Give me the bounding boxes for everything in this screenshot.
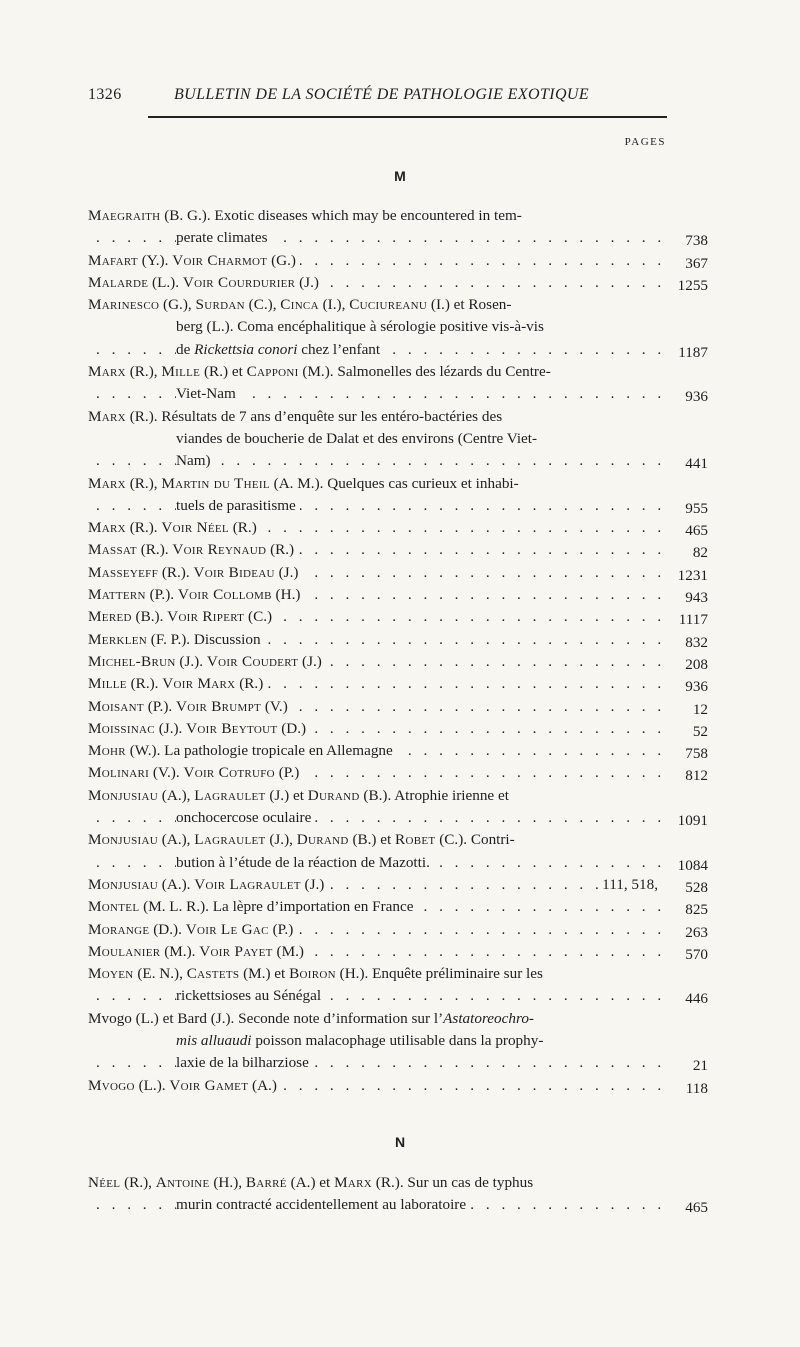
index-entry: [88, 294, 708, 361]
index-entry: [88, 205, 708, 250]
species-name: Astatoreochro-: [443, 1009, 534, 1027]
index-entry: [88, 896, 708, 919]
page-ref: 1084: [677, 856, 708, 874]
index-entry: [88, 629, 708, 651]
entry-text: Monjusiau (A.), Lagraulet (J.), Durand (B.) et Robet (C.). Contri-: [88, 831, 519, 848]
index-entry: [88, 1075, 708, 1097]
page-ref: 936: [685, 388, 708, 406]
page-ref: 1187: [678, 343, 708, 361]
entry-text-part: chez l’enfant: [297, 340, 381, 358]
index-entry: [88, 874, 708, 896]
species-name: Rickettsia conori: [194, 340, 298, 358]
index-entry: [88, 406, 708, 473]
entry-text-part: de: [176, 340, 195, 358]
entry-text: Maegraith (B. G.). Exotic diseases which may be encountered in tem-: [88, 207, 526, 224]
page-ref: 955: [685, 499, 708, 517]
entry-text: Marx (R.), Mille (R.) et Capponi (M.). Salmonelles des lézards du Centre-: [88, 363, 555, 380]
entry-text: Marx (R.). Voir Néel (R.): [88, 519, 261, 536]
entry-text: Morange (D.). Voir Le Gac (P.): [88, 921, 297, 938]
page-ref: 812: [685, 767, 708, 785]
entry-text: Nam): [176, 452, 215, 469]
index-entry: [88, 762, 708, 785]
entry-text: Montel (M. L. R.). La lèpre d’importation en France: [88, 898, 418, 915]
page-ref: 446: [685, 990, 708, 1008]
page-ref: 263: [685, 923, 708, 941]
page-ref: 1091: [677, 812, 708, 830]
index-entry: [88, 1172, 708, 1217]
section-letter-n: N: [394, 1134, 406, 1150]
index-entries-n: [88, 1172, 708, 1217]
entry-text: onchocercose oculaire: [176, 809, 315, 826]
page-ref: 1117: [678, 611, 708, 629]
page-ref: 943: [685, 589, 708, 607]
section-letter-m: M: [394, 168, 406, 184]
index-entry: [88, 785, 708, 830]
page-ref: 21: [692, 1057, 708, 1075]
entry-text: Viet-Nam: [176, 385, 240, 402]
entry-text: Mille (R.). Voir Marx (R.): [88, 675, 267, 692]
entry-text: bution à l’étude de la réaction de Mazotti.: [176, 854, 434, 871]
index-entry: [88, 584, 708, 607]
page-ref: 832: [685, 633, 708, 651]
entry-text: Mohr (W.). La pathologie tropicale en Allemagne: [88, 742, 397, 759]
page-ref: 465: [685, 1199, 708, 1217]
pages-column-label: PAGES: [624, 136, 666, 148]
entry-text: Mattern (P.). Voir Collomb (H.): [88, 586, 304, 603]
entry-page-list: 111, 518,: [602, 874, 662, 896]
entry-text: Mered (B.). Voir Ripert (C.): [88, 608, 276, 625]
page-ref: 52: [692, 722, 708, 740]
entry-text: Mvogo (L.). Voir Gamet (A.): [88, 1077, 281, 1094]
index-entry: [88, 740, 708, 763]
index-entry: [88, 361, 708, 406]
entry-text: berg (L.). Coma encéphalitique à sérologie positive vis-à-vis: [176, 318, 548, 335]
entry-text: Merklen (F. P.). Discussion: [88, 631, 265, 648]
page-ref: 118: [685, 1079, 708, 1097]
page-ref: 825: [685, 901, 708, 919]
entry-text: Moulanier (M.). Voir Payet (M.): [88, 943, 308, 960]
index-entry: [88, 696, 708, 718]
index-entry: [88, 272, 708, 294]
index-entry: [88, 673, 708, 696]
entry-text: laxie de la bilharziose: [176, 1054, 313, 1071]
entry-text: Monjusiau (A.). Voir Lagraulet (J.): [88, 876, 328, 893]
page-ref: 738: [685, 232, 708, 250]
entry-text: [176, 341, 384, 358]
index-entry: [88, 651, 708, 673]
page-ref: 758: [685, 745, 708, 763]
entry-text: Malarde (L.). Voir Courdurier (J.): [88, 274, 323, 291]
page-ref: 82: [692, 544, 708, 562]
index-entry: [88, 473, 708, 518]
entry-text: viandes de boucherie de Dalat et des environs (Centre Viet-: [176, 430, 541, 447]
entry-text: Masseyeff (R.). Voir Bideau (J.): [88, 564, 302, 581]
entry-text: tuels de parasitisme: [176, 497, 300, 514]
page-ref: 1255: [677, 276, 708, 294]
entry-text: Michel-Brun (J.). Voir Coudert (J.): [88, 653, 326, 670]
index-entry: [88, 250, 708, 272]
page-ref: 441: [685, 455, 708, 473]
entry-text: Moisant (P.). Voir Brumpt (V.): [88, 698, 292, 715]
page-number: 1326: [88, 86, 122, 103]
index-entry: [88, 539, 708, 562]
entry-text: Molinari (V.). Voir Cotrufo (P.): [88, 764, 303, 781]
species-name: mis alluaudi: [176, 1031, 252, 1049]
index-entry: [88, 517, 708, 540]
entry-text: perate climates: [176, 229, 272, 246]
index-entry: [88, 829, 708, 874]
entry-text: [88, 1010, 538, 1027]
index-entry: [88, 606, 708, 629]
entry-text-part: Mvogo (L.) et Bard (J.). Seconde note d’information sur l’: [88, 1009, 444, 1027]
header-rule: [148, 116, 667, 118]
page-ref: 465: [685, 522, 708, 540]
index-entry: [88, 1008, 708, 1075]
entry-text: Mafart (Y.). Voir Charmot (G.): [88, 252, 300, 269]
index-entry: [88, 562, 708, 584]
page-ref: 208: [685, 655, 708, 673]
entry-text: Marx (R.), Martin du Theil (A. M.). Quelques cas curieux et inhabi-: [88, 475, 523, 492]
entry-text: Massat (R.). Voir Reynaud (R.): [88, 541, 298, 558]
entry-text: Monjusiau (A.), Lagraulet (J.) et Durand (B.). Atrophie irienne et: [88, 787, 513, 804]
entry-text-part: poisson malacophage utilisable dans la prophy-: [251, 1031, 544, 1049]
entry-text: murin contracté accidentellement au laboratoire: [176, 1196, 470, 1213]
page-ref: 1231: [677, 566, 708, 584]
page-ref: 367: [685, 254, 708, 272]
entry-text: Marx (R.). Résultats de 7 ans d’enquête sur les entéro-bactéries des: [88, 408, 506, 425]
entry-text: [176, 1032, 547, 1049]
entry-text: Marinesco (G.), Surdan (C.), Cinca (I.), Cuciureanu (I.) et Rosen-: [88, 296, 515, 313]
entry-text: rickettsioses au Sénégal: [176, 987, 325, 1004]
page-ref: 936: [685, 678, 708, 696]
entry-text: Moyen (E. N.), Castets (M.) et Boiron (H.). Enquête préliminaire sur les: [88, 965, 547, 982]
entry-text: Moissinac (J.). Voir Beytout (D.): [88, 720, 310, 737]
index-entry: [88, 963, 708, 1008]
entry-text: Néel (R.), Antoine (H.), Barré (A.) et Marx (R.). Sur un cas de typhus: [88, 1174, 537, 1191]
page-ref: 12: [692, 700, 708, 718]
index-entry: [88, 941, 708, 963]
index-entries-m: [88, 205, 708, 1097]
journal-title: BULLETIN DE LA SOCIÉTÉ DE PATHOLOGIE EXOTIQUE: [174, 86, 590, 103]
page-ref: 528: [685, 878, 708, 896]
page-ref: 570: [685, 945, 708, 963]
index-entry: [88, 919, 708, 941]
index-entry: [88, 718, 708, 740]
